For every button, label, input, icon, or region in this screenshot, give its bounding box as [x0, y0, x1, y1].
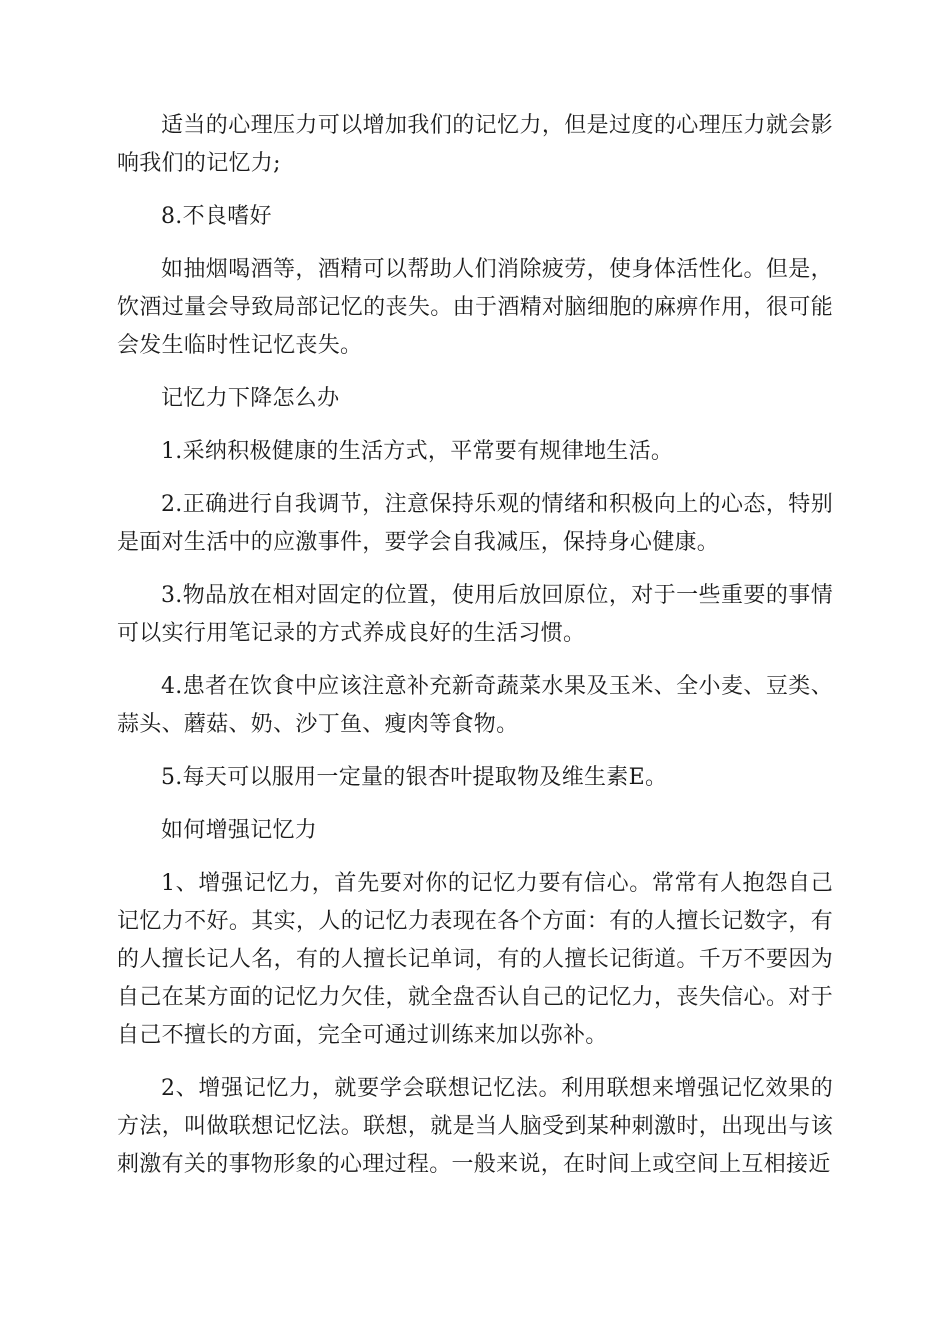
paragraph-tip-1: 1.采纳积极健康的生活方式，平常要有规律地生活。: [161, 439, 674, 464]
paragraph-tip-5: 5.每天可以服用一定量的银杏叶提取物及维生素E。: [161, 765, 668, 790]
paragraph-method-2: 2、增强记忆力，就要学会联想记忆法。利用联想来增强记忆效果的方法，叫做联想记忆法。联想，就是当人脑受到某种刺激时，出现出与该刺激有关的事物形象的心理过程。一般来说，在时间上或空间上互相接近: [117, 1076, 833, 1177]
heading-memory-decline: 记忆力下降怎么办: [161, 386, 340, 411]
paragraph-tip-2: 2.正确进行自我调节，注意保持乐观的情绪和积极向上的心态，特别是面对生活中的应激事件，要学会自我减压，保持身心健康。: [117, 492, 833, 555]
heading-improve-memory: 如何增强记忆力: [161, 818, 318, 843]
document-body: [117, 107, 833, 1199]
paragraph-tip-4: 4.患者在饮食中应该注意补充新奇蔬菜水果及玉米、全小麦、豆类、蒜头、蘑菇、奶、沙丁鱼、瘦肉等食物。: [117, 674, 833, 737]
paragraph-stress: 适当的心理压力可以增加我们的记忆力，但是过度的心理压力就会影响我们的记忆力;: [117, 113, 833, 176]
paragraph-method-1: 1、增强记忆力，首先要对你的记忆力要有信心。常常有人抱怨自己记忆力不好。其实，人的记忆力表现在各个方面：有的人擅长记数字，有的人擅长记人名，有的人擅长记单词，有的人擅长记街道。千万不要因为自己在某方面的记忆力欠佳，就全盘否认自己的记忆力，丧失信心。对于自己不擅长的方面，完全可通过训练来加以弥补。: [117, 871, 833, 1048]
paragraph-tip-3: 3.物品放在相对固定的位置，使用后放回原位，对于一些重要的事情可以实行用笔记录的方式养成良好的生活习惯。: [117, 583, 833, 646]
heading-bad-habits: 8.不良嗜好: [161, 204, 272, 229]
paragraph-alcohol: 如抽烟喝酒等，酒精可以帮助人们消除疲劳，使身体活性化。但是，饮酒过量会导致局部记忆的丧失。由于酒精对脑细胞的麻痹作用，很可能会发生临时性记忆丧失。: [117, 257, 833, 358]
